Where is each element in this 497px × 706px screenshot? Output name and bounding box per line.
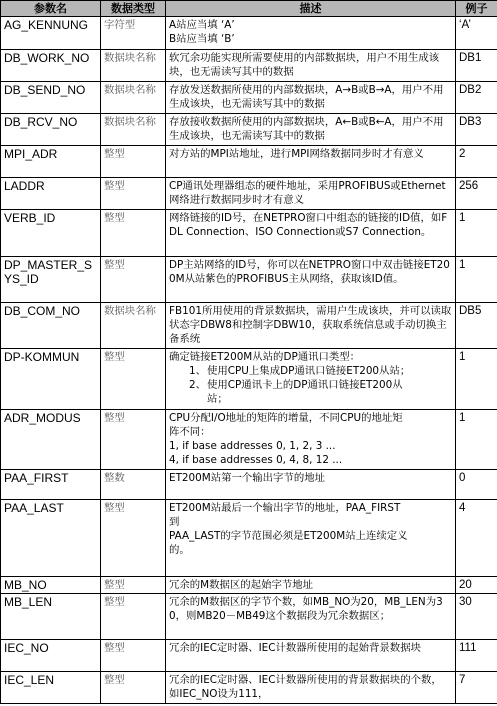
table-row: [1, 82, 497, 114]
table-header-row: [1, 1, 497, 17]
description: DP主站网络的ID号，你可以在NETPRO窗口中双击链接ET200M从站紫色的PROFIBUS主从网络，获取该ID值。: [166, 257, 456, 303]
description: FB101所用使用的背景数据块，需用户生成该块，并可以读取状态字DBW8和控制字DBW10，获取系统信息或手动切换主备系统: [166, 303, 456, 349]
example-value: 4: [456, 500, 497, 577]
data-type: 字符型: [101, 17, 166, 50]
list-item-text: 使用CPU上集成DP通讯口链接ET200从站；: [207, 365, 411, 377]
table-row: [1, 257, 497, 303]
description-line: 到: [169, 516, 180, 528]
table-row: [1, 577, 497, 594]
description: 对方站的MPI站地址，进行MPI网络数据同步时才有意义: [166, 146, 456, 178]
param-name: DB_RCV_NO: [1, 114, 101, 146]
table-row: [1, 470, 497, 500]
header-param: 参数名: [1, 1, 101, 17]
param-name: DB_COM_NO: [1, 303, 101, 349]
example-value: 1: [456, 349, 497, 410]
param-name: VERB_ID: [1, 210, 101, 257]
param-name: MPI_ADR: [1, 146, 101, 178]
list-item-continuation: 站；: [207, 393, 228, 405]
data-type: 整型: [101, 257, 166, 303]
example-value: DB1: [456, 50, 497, 82]
table-row: [1, 303, 497, 349]
example-value: 1: [456, 410, 497, 470]
list-item-number: 1、: [189, 365, 207, 377]
data-type: 数据块名称: [101, 50, 166, 82]
data-type: 整型: [101, 178, 166, 210]
param-name: DP_MASTER_SYS_ID: [1, 257, 101, 303]
header-example: 例子: [456, 1, 497, 17]
data-type: 数据块名称: [101, 82, 166, 114]
description-line: PAA_LAST的字节范围必须是ET200M站上连续定义: [169, 530, 408, 542]
data-type: 整型: [101, 146, 166, 178]
data-type: 整型: [101, 672, 166, 704]
description: 网络链接的ID号，在NETPRO窗口中组态的链接的ID值，如FDL Connection、ISO Connection或S7 Connection。: [166, 210, 456, 257]
description-line: 阵不同：: [169, 426, 211, 438]
data-type: 整型: [101, 500, 166, 577]
list-item-number: 2、: [189, 379, 207, 391]
table-row: [1, 349, 497, 410]
list-item-text: 使用CP通讯卡上的DP通讯口链接ET200从: [207, 379, 403, 391]
param-name: IEC_LEN: [1, 672, 101, 704]
param-name: ADR_MODUS: [1, 410, 101, 470]
description-line: A站应当填 ‘A’: [169, 19, 235, 31]
list-item: [169, 378, 452, 392]
example-value: 1: [456, 257, 497, 303]
description-line: 1, if base addresses 0, 1, 2, 3 ...: [169, 440, 336, 452]
param-name: LADDR: [1, 178, 101, 210]
data-type: 整型: [101, 577, 166, 594]
example-value: 30: [456, 594, 497, 640]
description: 软冗余功能实现所需要使用的内部数据块，用户不用生成该块，也无需读写其中的数据: [166, 50, 456, 82]
table-row: [1, 146, 497, 178]
param-name: PAA_LAST: [1, 500, 101, 577]
example-value: DB2: [456, 82, 497, 114]
param-name: MB_LEN: [1, 594, 101, 640]
description: 存放接收数据所使用的内部数据块，A←B或B←A，用户不用生成该块，也无需读写其中的数据: [166, 114, 456, 146]
table-row: [1, 50, 497, 82]
example-value: 2: [456, 146, 497, 178]
param-name: DB_WORK_NO: [1, 50, 101, 82]
description: [166, 17, 456, 50]
description-intro: 确定链接ET200M从站的DP通讯口类型：: [169, 351, 361, 363]
description: [166, 410, 456, 470]
description-line: 4, if base addresses 0, 4, 8, 12 ...: [169, 454, 343, 466]
description-line: CPU分配I/O地址的矩阵的增量，不同CPU的地址矩: [169, 412, 403, 424]
table-row: [1, 114, 497, 146]
param-name: IEC_NO: [1, 640, 101, 672]
description: 冗余的IEC定时器、IEC计数器所使用的背景数据块的个数，如IEC_NO设为111，: [166, 672, 456, 704]
description: ET200M站第一个输出字节的地址: [166, 470, 456, 500]
list-item: [169, 364, 452, 378]
description-line: ET200M站最后一个输出字节的地址，PAA_FIRST: [169, 502, 401, 514]
header-desc: 描述: [166, 1, 456, 17]
description: [166, 349, 456, 410]
table-row: [1, 672, 497, 704]
description: 冗余的M数据区的字节个数，如MB_NO为20，MB_LEN为30，则MB20－MB49这个数据段为冗余数据区；: [166, 594, 456, 640]
example-value: ‘A’: [456, 17, 497, 50]
table-row: [1, 210, 497, 257]
description: 冗余的M数据区的起始字节地址: [166, 577, 456, 594]
description: 存放发送数据所使用的内部数据块，A→B或B→A，用户不用生成该块，也无需读写其中的数据: [166, 82, 456, 114]
data-type: 整型: [101, 410, 166, 470]
param-name: PAA_FIRST: [1, 470, 101, 500]
param-name: AG_KENNUNG: [1, 17, 101, 50]
table-row: [1, 500, 497, 577]
table-row: [1, 410, 497, 470]
data-type: 整数: [101, 470, 166, 500]
table-row: [1, 178, 497, 210]
data-type: 整型: [101, 349, 166, 410]
description-line: 的。: [169, 544, 190, 556]
example-value: DB5: [456, 303, 497, 349]
example-value: 7: [456, 672, 497, 704]
example-value: DB3: [456, 114, 497, 146]
data-type: 整型: [101, 594, 166, 640]
param-name: DB_SEND_NO: [1, 82, 101, 114]
example-value: 111: [456, 640, 497, 672]
data-type: 数据块名称: [101, 303, 166, 349]
table-row: [1, 17, 497, 50]
param-name: DP-KOMMUN: [1, 349, 101, 410]
param-name: MB_NO: [1, 577, 101, 594]
description-line: B站应当填 ‘B’: [169, 33, 235, 45]
example-value: 0: [456, 470, 497, 500]
example-value: 256: [456, 178, 497, 210]
example-value: 20: [456, 577, 497, 594]
description: [166, 500, 456, 577]
data-type: 数据块名称: [101, 114, 166, 146]
table-row: [1, 594, 497, 640]
example-value: 1: [456, 210, 497, 257]
description: 冗余的IEC定时器、IEC计数器所使用的起始背景数据块: [166, 640, 456, 672]
header-dtype: 数据类型: [101, 1, 166, 17]
description: CP通讯处理器组态的硬件地址，采用PROFIBUS或Ethernet网络进行数据同步时才有意义: [166, 178, 456, 210]
data-type: 整型: [101, 640, 166, 672]
data-type: 整型: [101, 210, 166, 257]
table-row: [1, 640, 497, 672]
